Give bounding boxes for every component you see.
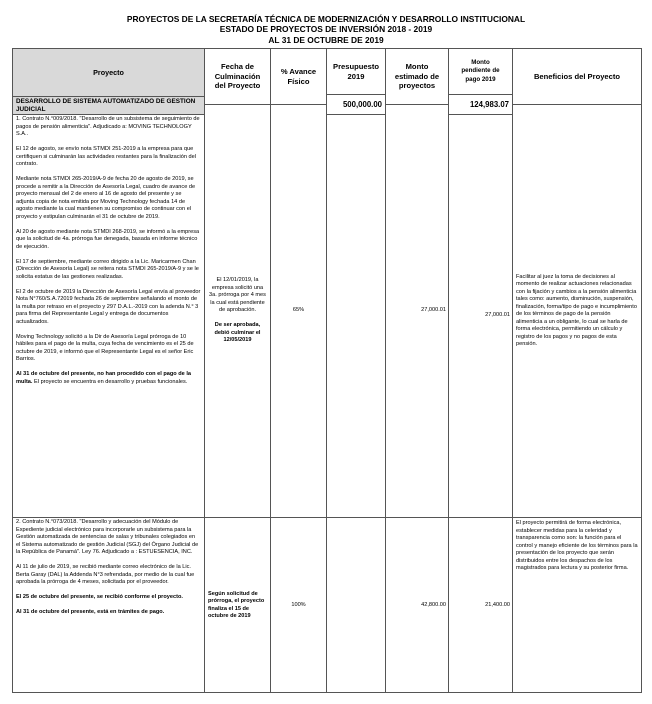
project-1-presupuesto (327, 115, 386, 518)
project-1-note-4: El 17 de septiembre, mediante correo dirigido a la Lic. Maricarmen Chan (Dirección de Asesoría Legal) se reitera nota STMDI 265-2019/A-9 y se le solicita estatus de las gestiones realizadas. (16, 258, 199, 280)
section-presupuesto: 500,000.00 (327, 95, 386, 115)
project-1-status-rest: El proyecto se encuentra en desarrollo y pruebas funcionales. (32, 378, 188, 385)
project-1-status (16, 371, 201, 386)
col-header-avance: % Avance Físico (271, 49, 327, 105)
project-1-beneficio (513, 105, 642, 518)
project-2-fecha: Según solicitud de prórroga, el proyecto finaliza el 15 de octubre de 2019 (208, 590, 265, 619)
project-2-pendiente: 21,400.00 (449, 518, 513, 693)
projects-table (12, 48, 642, 693)
section-title: DESARROLLO DE SISTEMA AUTOMATIZADO DE GESTION JUDICIAL (13, 97, 205, 115)
col-header-fecha: Fecha de Culminación del Proyecto (205, 49, 271, 105)
project-1-beneficio-text: Facilitar al juez la toma de decisiones al momento de realizar actuaciones relacionadas con la fijación y cambios a la pensión alimenticia tales como: aumento, disminución, suspensión, finalización, forma/tipo de pago e incumplimiento de los términos de pago de la pensión alimenticia a un obligante, lo cual se harla de forma electrónica, permitiendo un cálculo y registro de los pagos y no pagos de esta pensión. (516, 273, 637, 347)
project-1-fecha-content (208, 277, 267, 345)
project-2-beneficio-text: El proyecto permitirá de forma electrónica, establecer medidas para la celeridad y transparencia como son: la función para el control y manejo eficiente de los términos para la presentación de los proyecto que serán distribuidos entre los despachos de los magistrados para lectura y su posterior firma. (516, 520, 638, 571)
project-2-estimado: 42,800.00 (386, 518, 449, 693)
project-2-status: Al 31 de octubre del presente, está en trámites de pago. (16, 609, 165, 615)
project-1-pendiente: 27,000.01 (449, 115, 513, 518)
project-2-presupuesto (327, 518, 386, 693)
col-header-monto-pendiente: Monto pendiente de pago 2019 (449, 49, 513, 95)
col-header-presupuesto: Presupuesto 2019 (327, 49, 386, 95)
project-1-contract: 1. Contrato N.°009/2018. "Desarrollo de un subsistema de seguimiento de pagos de pensión alimenticia". Adjudicado a: MOVING TECHNOLOGY S.A.. (16, 116, 200, 137)
project-1-status-bold: Al 31 de octubre del presente, no han procedido con el pago de la multa. (16, 371, 191, 385)
project-1-estimado: 27,000.01 (386, 105, 449, 518)
col-header-beneficios: Beneficios del Proyecto (513, 49, 642, 105)
report-title: PROYECTOS DE LA SECRETARÍA TÉCNICA DE MODERNIZACIÓN Y DESARROLLO INSTITUCIONAL (126, 14, 526, 24)
project-2-note-1: Al 11 de julio de 2019, se recibió mediante correo electrónico de la Lic. Berta Garay (DAL) la Addenda N°3 refrendada, por medio de la cual fue aprobada la prórroga de 4 meses, solicitada por el proveedor. (16, 564, 195, 585)
project-1-note-1: El 12 de agosto, se envío nota STMDI 251-2019 a la empresa para que certifiquen si culminarán las actividades restantes para la finalización del contrato. (16, 146, 197, 167)
project-1-note-6: Moving Technology solicitó a la Dir de Asesoría Legal prórroga de 10 hábiles para el pago de la multa, cuya fecha de vencimiento es el 25 de octubre de 2019, e informó que el Representante Legal es el señor Eric Barrios. (16, 333, 194, 362)
project-2-description (13, 518, 205, 693)
project-1-fecha-bold: De ser aprobada, debió culminar el 12/05/2019 (214, 322, 261, 344)
project-1-note-3: Al 20 de agosto mediante nota STMDI 268-2019, se informó a la empresa que la solicitud de 4a. prórroga fue denegada, basada en informe técnico de ejecución. (16, 228, 200, 250)
project-1-note-2: Mediante nota STMDI 265-2019/A-9 de fecha 20 de agosto de 2019, se procede a remitir a la Dirección de Asesoría Legal, cuadro de avance de proyecto mensual del 2 de enero al 16 de agosto del presente y se adjunta copia de nota emitida por Moving Technology fechada 14 de agosto mediante la cual mantienen su compromiso de continuar con el proyecto y estipulan culminarán el 31 de octubre de 2019. (16, 176, 196, 220)
report-subtitle: ESTADO DE PROYECTOS DE INVERSIÓN 2018 - 2019 (219, 24, 433, 35)
project-2-beneficio (513, 518, 642, 693)
project-2-fecha-cell (205, 518, 271, 693)
col-header-proyecto: Proyecto (13, 49, 205, 97)
project-2-note-2: El 25 de octubre del presente, se recibió conforme el proyecto. (16, 594, 183, 600)
project-1-fecha-note: El 12/01/2019, la empresa solicitó una 3a. prórroga por 4 mes la cual está pendiente de aprobación. (209, 277, 266, 314)
project-2-avance: 100% (271, 518, 327, 693)
project-1-note-5: El 2 de octubre de 2019 la Dirección de Asesoría Legal envía al proveedor Nota N°760/S.A.72019 fechada 26 de septiembre señalando el monto de la multa por retraso en el proyecto y 297 D.A.L.-2019 con la adenda N.° 3 para firma del Representante Legal y entrega de documentos actualizados. (16, 288, 201, 325)
section-pendiente: 124,983.07 (449, 95, 513, 115)
project-2-contract: 2. Contrato N.°073/2018. "Desarrollo y adecuación del Módulo de Expediente judicial electrónico para incorporarle un subsistema para la Gestión automatizada de sentencias de salas y tribunales colegiados en el Sistema automatizado de gestión Judicial (SGJ) del Órgano Judicial de la República de Panamá". Ley 76. Adjudicado a : ESTUESENCIA, INC. (16, 519, 199, 555)
col-header-monto-estimado: Monto estimado de proyectos (386, 49, 449, 105)
project-1-description (13, 115, 205, 518)
report-header (0, 14, 652, 45)
report-date: AL 31 DE OCTUBRE DE 2019 (268, 34, 384, 45)
project-1-avance: 65% (271, 105, 327, 518)
project-1-fecha-cell (205, 105, 271, 518)
